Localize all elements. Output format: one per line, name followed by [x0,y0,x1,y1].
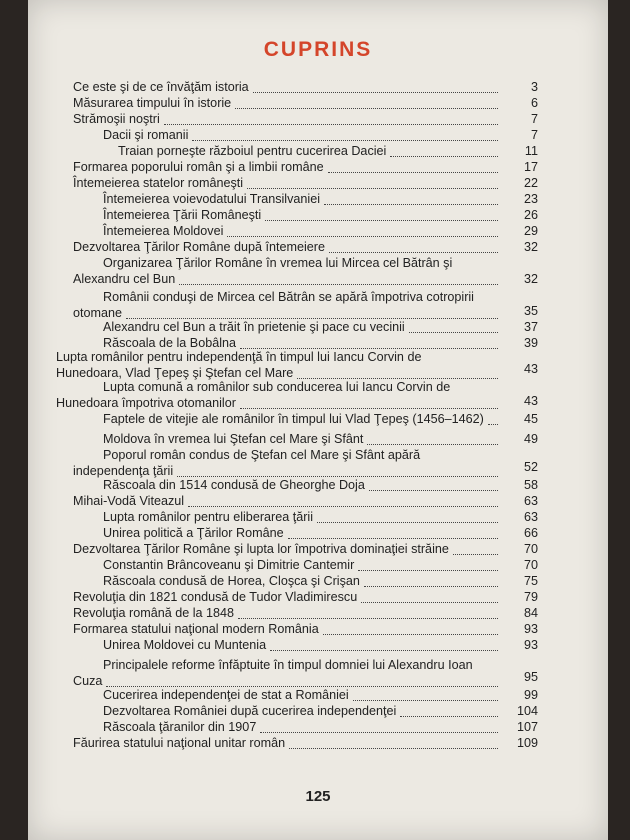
dot-leader [390,156,498,157]
toc-entry-title: Revoluţia din 1821 condusă de Tudor Vladimirescu [73,590,358,604]
toc-entry-title: Răscoala ţăranilor din 1907 [103,720,257,734]
dot-leader [238,618,498,619]
toc-entry-title: Constantin Brâncoveanu şi Dimitrie Cantemir [103,558,355,572]
toc-entry-title-continued: independenţa ţării [73,464,174,478]
toc-page-number: 49 [523,432,538,446]
toc-entry-title: Românii conduşi de Mircea cel Bătrân se apără împotriva cotropirii [103,290,474,304]
toc-page-number: 32 [523,240,538,254]
toc-page-number: 79 [523,590,538,604]
dot-leader [106,686,498,687]
toc-page-number: 17 [523,160,538,174]
dot-leader [260,732,498,733]
toc-entry-title-continued: otomane [73,306,123,320]
dot-leader [488,424,498,425]
toc-page-number: 26 [523,208,538,222]
dot-leader [240,408,498,409]
toc-entry-title: Formarea statului naţional modern România [73,622,319,636]
dot-leader [364,586,498,587]
toc-page-number: 43 [523,362,538,376]
dot-leader [247,188,498,189]
toc-entry-title: Întemeierea Moldovei [103,224,224,238]
toc-page-number: 23 [523,192,538,206]
toc-page-number: 75 [523,574,538,588]
dot-leader [358,570,498,571]
toc-page-number: 63 [523,510,538,524]
toc-page-number: 45 [523,412,538,426]
toc-page-number: 95 [523,670,538,684]
toc-entry-title: Unirea politică a Ţărilor Române [103,526,284,540]
toc-page-number: 58 [523,478,538,492]
toc-entry-title: Întemeierea voievodatului Transilvaniei [103,192,321,206]
toc-page-number: 39 [523,336,538,350]
toc-entry-title: Lupta românilor pentru eliberarea ţării [103,510,314,524]
toc-page-number: 93 [523,638,538,652]
dot-leader [179,284,498,285]
toc-page-number: 22 [523,176,538,190]
toc-entry-title-continued: Hunedoara, Vlad Ţepeş şi Ştefan cel Mare [56,366,294,380]
dot-leader [164,124,498,125]
table-of-contents [28,0,608,840]
dot-leader [253,92,498,93]
toc-page-number: 99 [523,688,538,702]
toc-entry-title: Măsurarea timpului în istorie [73,96,232,110]
toc-entry-title: Răscoala de la Bobâlna [103,336,237,350]
toc-entry-title: Lupta românilor pentru independenţă în timpul lui Iancu Corvin de [56,350,422,364]
toc-page-number: 63 [523,494,538,508]
toc-entry-title: Cucerirea independenţei de stat a României [103,688,349,702]
dot-leader [289,748,498,749]
dot-leader [400,716,498,717]
dot-leader [192,140,498,141]
dot-leader [367,444,498,445]
dot-leader [265,220,498,221]
toc-entry-title: Dezvoltarea Ţărilor Române şi lupta lor împotriva dominaţiei străine [73,542,449,556]
toc-page-number: 7 [530,112,538,126]
toc-entry-title: Răscoala din 1514 condusă de Gheorghe Doja [103,478,365,492]
toc-page-number: 7 [530,128,538,142]
toc-entry-title: Dacii şi romanii [103,128,189,142]
toc-entry-title: Poporul român condus de Ştefan cel Mare şi Sfânt apără [103,448,421,462]
toc-entry-title: Dezvoltarea Ţărilor Române după întemeiere [73,240,325,254]
toc-page-number: 32 [523,272,538,286]
dot-leader [177,476,498,477]
toc-page-number: 52 [523,460,538,474]
toc-entry-title-continued: Hunedoara împotriva otomanilor [56,396,236,410]
toc-page-number: 35 [523,304,538,318]
toc-page-number: 43 [523,394,538,408]
toc-entry-title-continued: Cuza [73,674,103,688]
toc-page-number: 66 [523,526,538,540]
toc-entry-title: Formarea poporului român şi a limbii române [73,160,324,174]
toc-entry-title: Unirea Moldovei cu Muntenia [103,638,267,652]
toc-entry-title: Întemeierea Ţării Româneşti [103,208,262,222]
toc-page-number: 109 [516,736,538,750]
toc-entry-title: Organizarea Ţărilor Române în vremea lui Mircea cel Bătrân şi [103,256,453,270]
toc-page-number: 3 [530,80,538,94]
dot-leader [297,378,498,379]
toc-entry-title: Strămoşii noştri [73,112,160,126]
dot-leader [188,506,498,507]
dot-leader [328,172,498,173]
toc-page-number: 6 [530,96,538,110]
dot-leader [126,318,498,319]
dot-leader [409,332,498,333]
toc-page-number: 107 [516,720,538,734]
toc-entry-title: Răscoala condusă de Horea, Cloşca şi Crişan [103,574,360,588]
dot-leader [240,348,498,349]
toc-entry-title: Moldova în vremea lui Ştefan cel Mare şi Sfânt [103,432,364,446]
toc-page-number: 11 [524,144,538,158]
toc-page-number: 70 [523,542,538,556]
dot-leader [361,602,498,603]
toc-page-number: 93 [523,622,538,636]
toc-entry-title: Întemeierea statelor româneşti [73,176,244,190]
dot-leader [227,236,498,237]
dot-leader [329,252,498,253]
toc-entry-title: Ce este şi de ce învăţăm istoria [73,80,249,94]
toc-page-number: 37 [523,320,538,334]
toc-page-number: 84 [523,606,538,620]
toc-entry-title: Mihai-Vodă Viteazul [73,494,185,508]
dot-leader [317,522,498,523]
book-page [28,0,608,840]
dot-leader [324,204,498,205]
dot-leader [353,700,498,701]
dot-leader [288,538,498,539]
toc-entry-title: Alexandru cel Bun a trăit în prietenie şi pace cu vecinii [103,320,405,334]
toc-page-number: 70 [523,558,538,572]
toc-entry-title: Revoluţia română de la 1848 [73,606,235,620]
toc-entry-title: Traian porneşte războiul pentru cucerirea Daciei [118,144,387,158]
page-number: 125 [305,788,331,805]
toc-page-number: 104 [516,704,538,718]
toc-entry-title: Faptele de vitejie ale românilor în timpul lui Vlad Ţepeş (1456–1462) [103,412,484,426]
toc-entry-title: Principalele reforme înfăptuite în timpul domniei lui Alexandru Ioan [103,658,473,672]
toc-entry-title: Dezvoltarea României după cucerirea independenţei [103,704,397,718]
toc-page-number: 29 [523,224,538,238]
dot-leader [323,634,498,635]
dot-leader [369,490,498,491]
toc-entry-title-continued: Alexandru cel Bun [73,272,176,286]
dot-leader [235,108,498,109]
toc-entry-title: Făurirea statului naţional unitar român [73,736,286,750]
toc-entry-title: Lupta comună a românilor sub conducerea lui Iancu Corvin de [103,380,451,394]
dot-leader [270,650,498,651]
page-title: CUPRINS [263,38,373,61]
dot-leader [453,554,498,555]
